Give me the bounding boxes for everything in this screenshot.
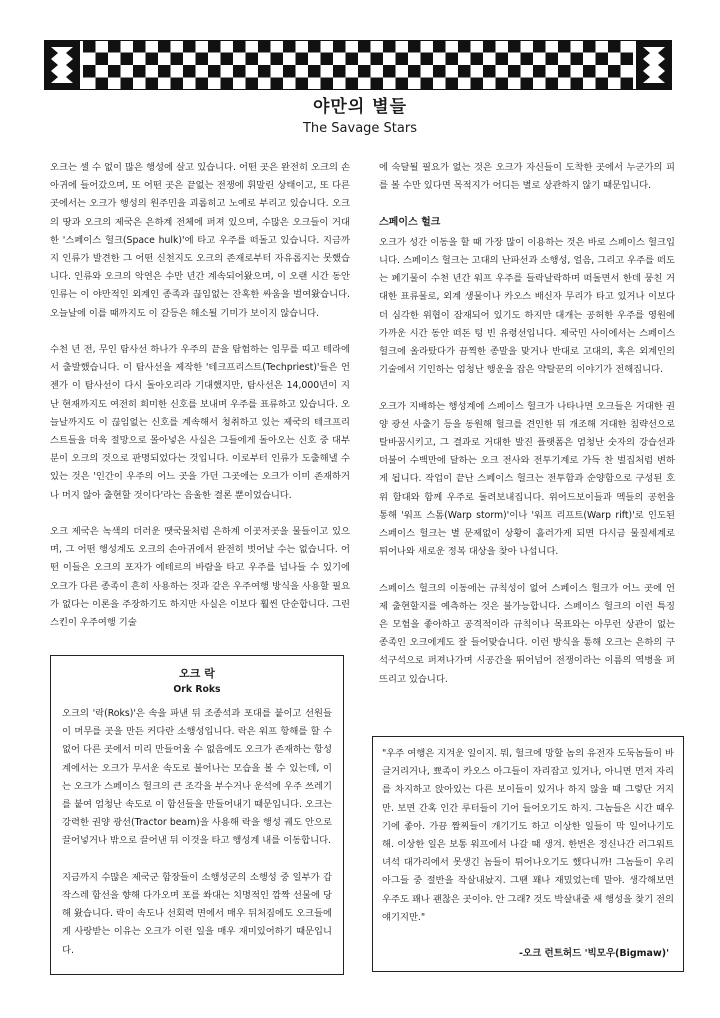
sidebar-box-ork-roks <box>50 655 344 975</box>
sidebar-title: 오크 락 <box>179 667 215 680</box>
paragraph: 지금까지 수많은 제국군 함장들이 소행성군의 소행성 중 일부가 갑작스레 함선을 향해 다가오며 포를 쏴대는 치명적인 깜짝 선물에 당해 왔습니다. 락이 속도나 선회력 면에서 매우 뒤처짐에도 오크들에게 사랑받는 이유는 오크가 이런 일을 매우 재미있어하기 때문입니다. <box>62 871 332 956</box>
quote-attribution: -오크 런트허드 '빅모우(Bigmaw)' <box>518 947 669 959</box>
section-heading-space-hulk: 스페이스 헐크 <box>379 216 441 228</box>
quote-text: "우주 여행은 지겨운 일이지. 뭐, 헐크에 망할 놈의 유전자 도둑놈들이 바글거리거나, 뾰족이 카오스 아그들이 자리잡고 있거나, 아니면 먼저 자리를 차지하고 앉아있는 다른 보이들이 있거나 하지 않을 때 그렇단 거지만. 보면 간혹 인간 루터들이 기어 들어오기도 하지. 그놈들은 시간 때우기에 좋아. 가끔 짬찌들이 개기기도 하고 이상한 일들이 막 일어나기도 해. 이상한 일은 보통 워프에서 나갈 때 생겨. 한번은 정신나간 러그워트 녀석 대가리에서 못생긴 놈들이 튀어나오기도 했다니까! 그놈들이 우리 아그들 중 절반을 작살내놨지. 그땐 꽤나 재밌었는데 말야. 생각해보면 우주도 꽤나 괜찮은 곳이야. 안 그래? 것도 박살내줄 새 행성을 찾기 전의 얘기지만." <box>382 748 674 923</box>
paragraph: 오크는 셀 수 없이 많은 행성에 살고 있습니다. 어떤 곳은 완전히 오크의 손아귀에 들어갔으며, 또 어떤 곳은 끝없는 전쟁에 휘말린 상태이고, 또 다른 곳에서는 오크가 행성의 원주민을 괴롭히고 노예로 부리고 있습니다. 오크의 땅과 오크의 제국은 은하계 전체에 퍼져 있으며, 수많은 오크들이 거대한 '스페이스 헐크(Space hulk)'에 타고 우주를 떠돌고 있습니다. 지금까지 인류가 발견한 그 어떤 신천지도 오크의 존재로부터 자유롭지는 못했습니다. 인류와 오크의 악연은 수만 년간 계속되어왔으며, 이 오랜 시간 동안 인류는 이 야만적인 외계인 종족과 끊임없는 잔혹한 싸움을 벌여왔습니다. 오늘날에 이를 때까지도 이 갈등은 해소될 기미가 보이지 않습니다. <box>50 162 350 319</box>
right-column <box>379 159 675 689</box>
sidebar-subtitle: Ork Roks <box>173 684 221 695</box>
sidebar-body <box>62 705 332 960</box>
paragraph: 오크 제국은 녹색의 더러운 땟국물처럼 은하계 이곳저곳을 물들이고 있으며, 그 어떤 행성계도 오크의 손아귀에서 완전히 벗어날 수는 없습니다. 어떤 이들은 오크의 포자가 에테르의 바람을 타고 우주를 넘나들 수 있기에 오크가 다른 종족이 흔히 사용하는 것과 같은 우주여행 방식을 사용할 필요가 없다는 이론을 주장하기도 하지만 사실은 이보다 훨씬 단순합니다. 그린스킨이 우주여행 기술 <box>50 526 350 629</box>
checkered-border-icon <box>44 40 672 90</box>
checkered-banner <box>44 40 672 90</box>
left-column <box>50 159 350 632</box>
page-subtitle: The Savage Stars <box>302 121 417 136</box>
paragraph: 오크가 성간 이동을 할 때 가장 많이 이용하는 것은 바로 스페이스 헐크입니다. 스페이스 헐크는 고대의 난파선과 소행성, 얼음, 그리고 우주를 떠도는 폐기물이 수천 년간 워프 우주를 들락날락하며 떠돌면서 한데 뭉친 거대한 표류물로, 외계 생물이나 카오스 배신자 무리가 타고 있거나 이보다 더 심각한 위협이 잠재되어 있기도 하지만 대개는 공허한 우주를 영원에 가까운 시간 동안 떠돈 텅 빈 유령선입니다. 제국민 사이에서는 스페이스 헐크에 올라탔다가 끔찍한 종말을 맞거나 반대로 고대의, 혹은 외계인의 기술에서 기인하는 엄청난 행운을 잡은 약탈꾼의 이야기가 전해집니다. <box>379 236 675 376</box>
quote-box <box>372 736 684 972</box>
paragraph: 수천 년 전, 무인 탐사선 하나가 우주의 끝을 탐험하는 임무를 띠고 테라에서 출발했습니다. 이 탐사선을 제작한 '테크프리스트(Techpriest)'들은 언젠가 이 탐사선이 다시 돌아오리라 기대했지만, 탐사선은 14,000년이 지난 현재까지도 여전히 희미한 신호를 보내며 우주를 표류하고 있습니다. 오늘날까지도 이 끊임없는 신호를 계속해서 청취하고 있는 제국의 테크프리스트들을 더욱 절망으로 몰아넣은 사실은 그들에게 돌아오는 신호 중 대부분이 오크의 것으로 판명되었다는 것입니다. 이로부터 인류가 도출해낼 수 있는 것은 '인간이 우주의 어느 곳을 가던 그곳에는 오크가 이미 존재하거나 머지 않아 출현할 것이다'라는 음울한 결론 뿐이었습니다. <box>50 344 350 501</box>
page-title: 야만의 별들 <box>312 97 408 117</box>
paragraph: 에 숙달될 필요가 없는 것은 오크가 자신들이 도착한 곳에서 누군가의 피를 볼 수만 있다면 목적지가 어디든 별로 상관하지 않기 때문입니다. <box>379 162 675 192</box>
paragraph: 오크의 '락(Roks)'은 속을 파낸 뒤 조종석과 포대를 붙이고 선원들이 머무를 곳을 만든 커다란 소행성입니다. 락은 워프 항해를 할 수 없어 다른 곳에서 미리 만들어울 수 없음에도 오크가 존재하는 항성계에서는 오크가 무서운 속도로 불어나는 모습을 볼 수 있는데, 이는 오크가 스페이스 헐크의 큰 조각을 부수거나 운석에 우주 쓰레기를 붙여 엄청난 속도로 이 함선들을 만들어내기 때문입니다. 오크는 강력한 권양 광선(Tractor beam)을 사용해 락을 행성 궤도 안으로 끌어넣거나 밖으로 끌어낸 뒤 이것을 타고 행성계 내를 이동합니다. <box>62 708 332 847</box>
paragraph: 스페이스 헐크의 이동에는 규칙성이 없어 스페이스 헐크가 어느 곳에 언제 출현할지를 예측하는 것은 불가능합니다. 스페이스 헐크의 이런 특징은 모험을 좋아하고 공격적이라 규칙이나 목표와는 아무런 상관이 없는 종족인 오크에게도 잘 들어맞습니다. 이런 방식을 통해 오크는 은하의 구석구석으로 퍼져나가며 시공간을 뛰어넘어 전쟁이라는 이름의 역병을 퍼뜨리고 있습니다. <box>379 582 675 685</box>
paragraph: 오크가 지배하는 행성계에 스페이스 헐크가 나타나면 오크들은 거대한 권양 광선 사출기 등을 동원해 헐크를 견인한 뒤 개조해 거대한 침략선으로 탈바꿈시키고, 그 결과로 거대한 발진 플랫폼은 엄청난 숫자의 강습선과 더불어 수백만에 달하는 오크 전사와 전투기계로 가득 찬 벌집처럼 변하게 됩니다. 작업이 끝난 스페이스 헐크는 전투함과 순양함으로 구성된 호위 함대와 함께 우주로 돌려보내집니다. 위어드보이들과 멕들의 공헌을 통해 '워프 스톰(Warp storm)'이나 '워프 리프트(Warp rift)'로 인도된 스페이스 헐크는 별 문제없이 상황이 흘러가게 되면 다시금 물질세계로 튀어나와 새로운 정복 대상을 찾아 나섭니다. <box>379 400 675 558</box>
